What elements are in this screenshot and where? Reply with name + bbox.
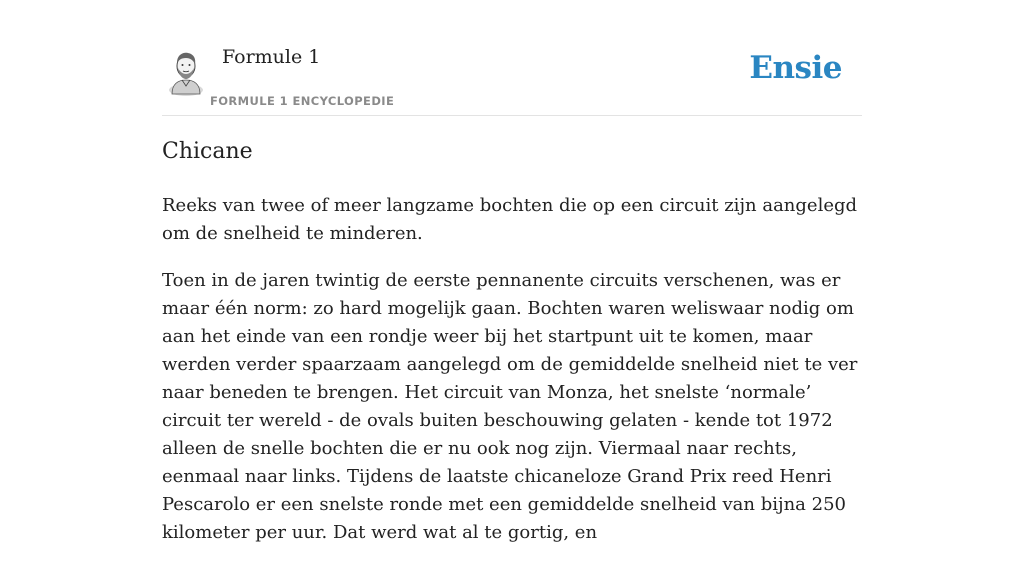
- article-paragraph: Reeks van twee of meer langzame bochten die op een circuit zijn aangelegd om de snelheid te minderen.: [162, 195, 858, 244]
- article-title: Chicane: [162, 139, 253, 164]
- article-body: [162, 192, 862, 566]
- page-container: [162, 0, 862, 543]
- article-paragraph: Toen in de jaren twintig de eerste pennanente circuits verschenen, was er maar één norm: zo hard mogelijk gaan. Bochten waren weliswaar nodig om aan het einde van een rondje weer bij het startpunt uit te komen, maar werden verder spaarzaam aangelegd om de gemiddelde snelheid niet te ver naar beneden te brengen. Het circuit van Monza, het snelste ‘normale’ circuit ter wereld - de ovals buiten beschouwing gelaten - kende tot 1972 alleen de snelle bochten die er nu ook nog zijn. Viermaal naar rechts, eenmaal naar links. Tijdens de laatste chicaneloze Grand Prix reed Henri Pescarolo er een snelste ronde met een gemiddelde snelheid van bijna 250 kilometer per uur. Dat werd wat al te gortig, en: [162, 270, 858, 543]
- book-header: [162, 0, 862, 116]
- book-subtitle[interactable]: FORMULE 1 ENCYCLOPEDIE: [210, 94, 395, 108]
- ensie-logo-link[interactable]: Ensie: [749, 50, 842, 86]
- book-title[interactable]: Formule 1: [222, 46, 321, 68]
- author-portrait-icon[interactable]: [166, 48, 206, 94]
